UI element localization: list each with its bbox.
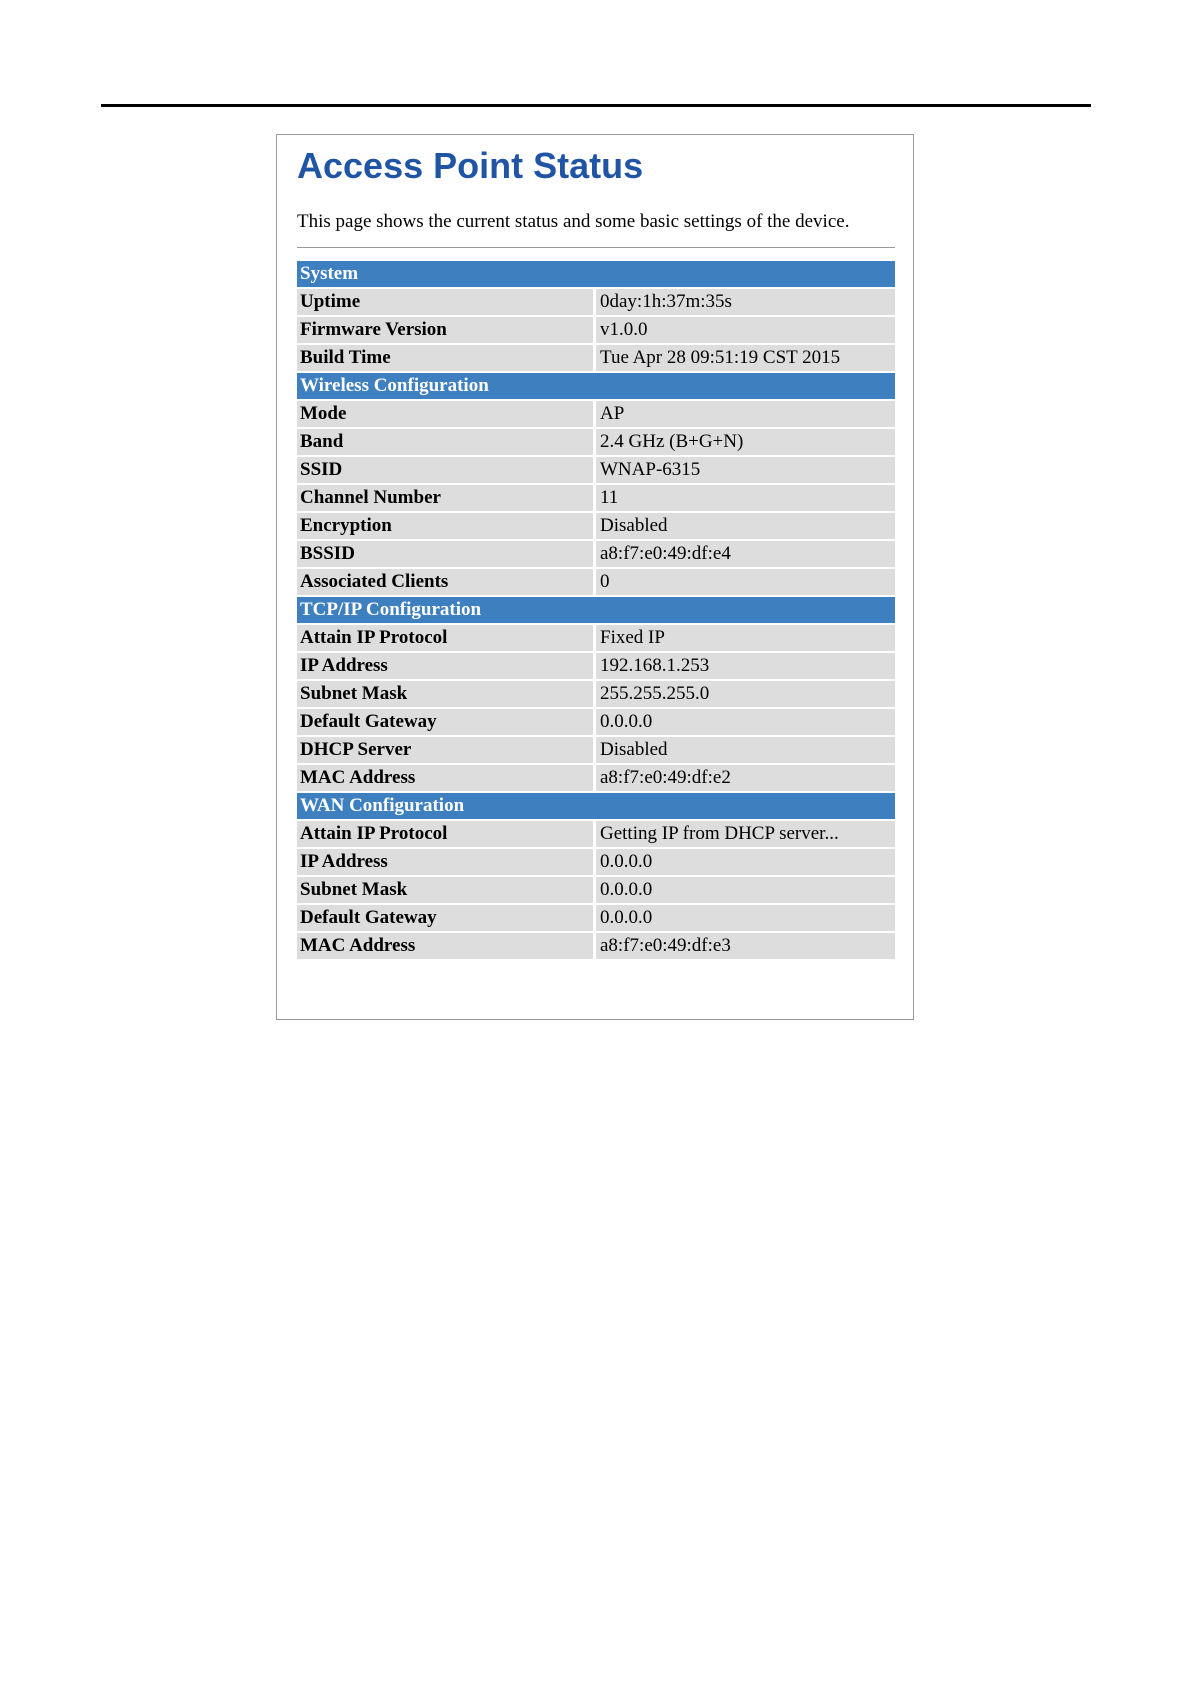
row-label: MAC Address	[297, 765, 596, 791]
row-value: AP	[596, 401, 895, 427]
row-label: Attain IP Protocol	[297, 821, 596, 847]
section-title: Wireless Configuration	[297, 373, 895, 399]
section-header-system	[297, 261, 895, 287]
table-row	[297, 653, 895, 679]
row-value: a8:f7:e0:49:df:e2	[596, 765, 895, 791]
row-label: Mode	[297, 401, 596, 427]
table-row	[297, 485, 895, 511]
table-row	[297, 877, 895, 903]
row-value: Getting IP from DHCP server...	[596, 821, 895, 847]
table-row	[297, 317, 895, 343]
section-header-tcpip	[297, 597, 895, 623]
table-row	[297, 513, 895, 539]
row-value: Tue Apr 28 09:51:19 CST 2015	[596, 345, 895, 371]
row-label: IP Address	[297, 849, 596, 875]
row-label: Default Gateway	[297, 709, 596, 735]
row-value: Fixed IP	[596, 625, 895, 651]
row-value: 0day:1h:37m:35s	[596, 289, 895, 315]
row-value: 0.0.0.0	[596, 905, 895, 931]
section-title: System	[297, 261, 895, 287]
table-row	[297, 849, 895, 875]
row-label: Subnet Mask	[297, 877, 596, 903]
table-row	[297, 569, 895, 595]
row-label: Associated Clients	[297, 569, 596, 595]
section-title: WAN Configuration	[297, 793, 895, 819]
table-row	[297, 625, 895, 651]
row-value: 0.0.0.0	[596, 877, 895, 903]
row-label: Default Gateway	[297, 905, 596, 931]
row-value: WNAP-6315	[596, 457, 895, 483]
page-title: Access Point Status	[297, 145, 644, 186]
table-row	[297, 933, 895, 959]
row-value: 0.0.0.0	[596, 709, 895, 735]
row-label: Uptime	[297, 289, 596, 315]
row-value: a8:f7:e0:49:df:e4	[596, 541, 895, 567]
section-title: TCP/IP Configuration	[297, 597, 895, 623]
row-value: Disabled	[596, 737, 895, 763]
status-table	[297, 259, 895, 961]
row-value: a8:f7:e0:49:df:e3	[596, 933, 895, 959]
table-row	[297, 905, 895, 931]
row-label: Band	[297, 429, 596, 455]
row-label: MAC Address	[297, 933, 596, 959]
row-label: Encryption	[297, 513, 596, 539]
table-row	[297, 541, 895, 567]
row-label: Firmware Version	[297, 317, 596, 343]
row-label: Channel Number	[297, 485, 596, 511]
row-label: Build Time	[297, 345, 596, 371]
row-value: 2.4 GHz (B+G+N)	[596, 429, 895, 455]
row-value: 0.0.0.0	[596, 849, 895, 875]
row-value: 255.255.255.0	[596, 681, 895, 707]
row-value: 192.168.1.253	[596, 653, 895, 679]
row-label: IP Address	[297, 653, 596, 679]
row-label: Attain IP Protocol	[297, 625, 596, 651]
section-header-wan	[297, 793, 895, 819]
row-label: BSSID	[297, 541, 596, 567]
section-header-wireless	[297, 373, 895, 399]
row-label: DHCP Server	[297, 737, 596, 763]
row-label: SSID	[297, 457, 596, 483]
row-value: v1.0.0	[596, 317, 895, 343]
table-row	[297, 737, 895, 763]
header-divider	[101, 104, 1091, 107]
table-row	[297, 709, 895, 735]
table-row	[297, 821, 895, 847]
table-row	[297, 765, 895, 791]
table-row	[297, 681, 895, 707]
row-value: 11	[596, 485, 895, 511]
row-value: 0	[596, 569, 895, 595]
table-row	[297, 289, 895, 315]
description-divider	[297, 247, 895, 248]
table-row	[297, 429, 895, 455]
table-row	[297, 457, 895, 483]
row-label: Subnet Mask	[297, 681, 596, 707]
table-row	[297, 401, 895, 427]
row-value: Disabled	[596, 513, 895, 539]
status-panel	[276, 134, 914, 1020]
page-description: This page shows the current status and some basic settings of the device.	[297, 211, 850, 232]
table-row	[297, 345, 895, 371]
